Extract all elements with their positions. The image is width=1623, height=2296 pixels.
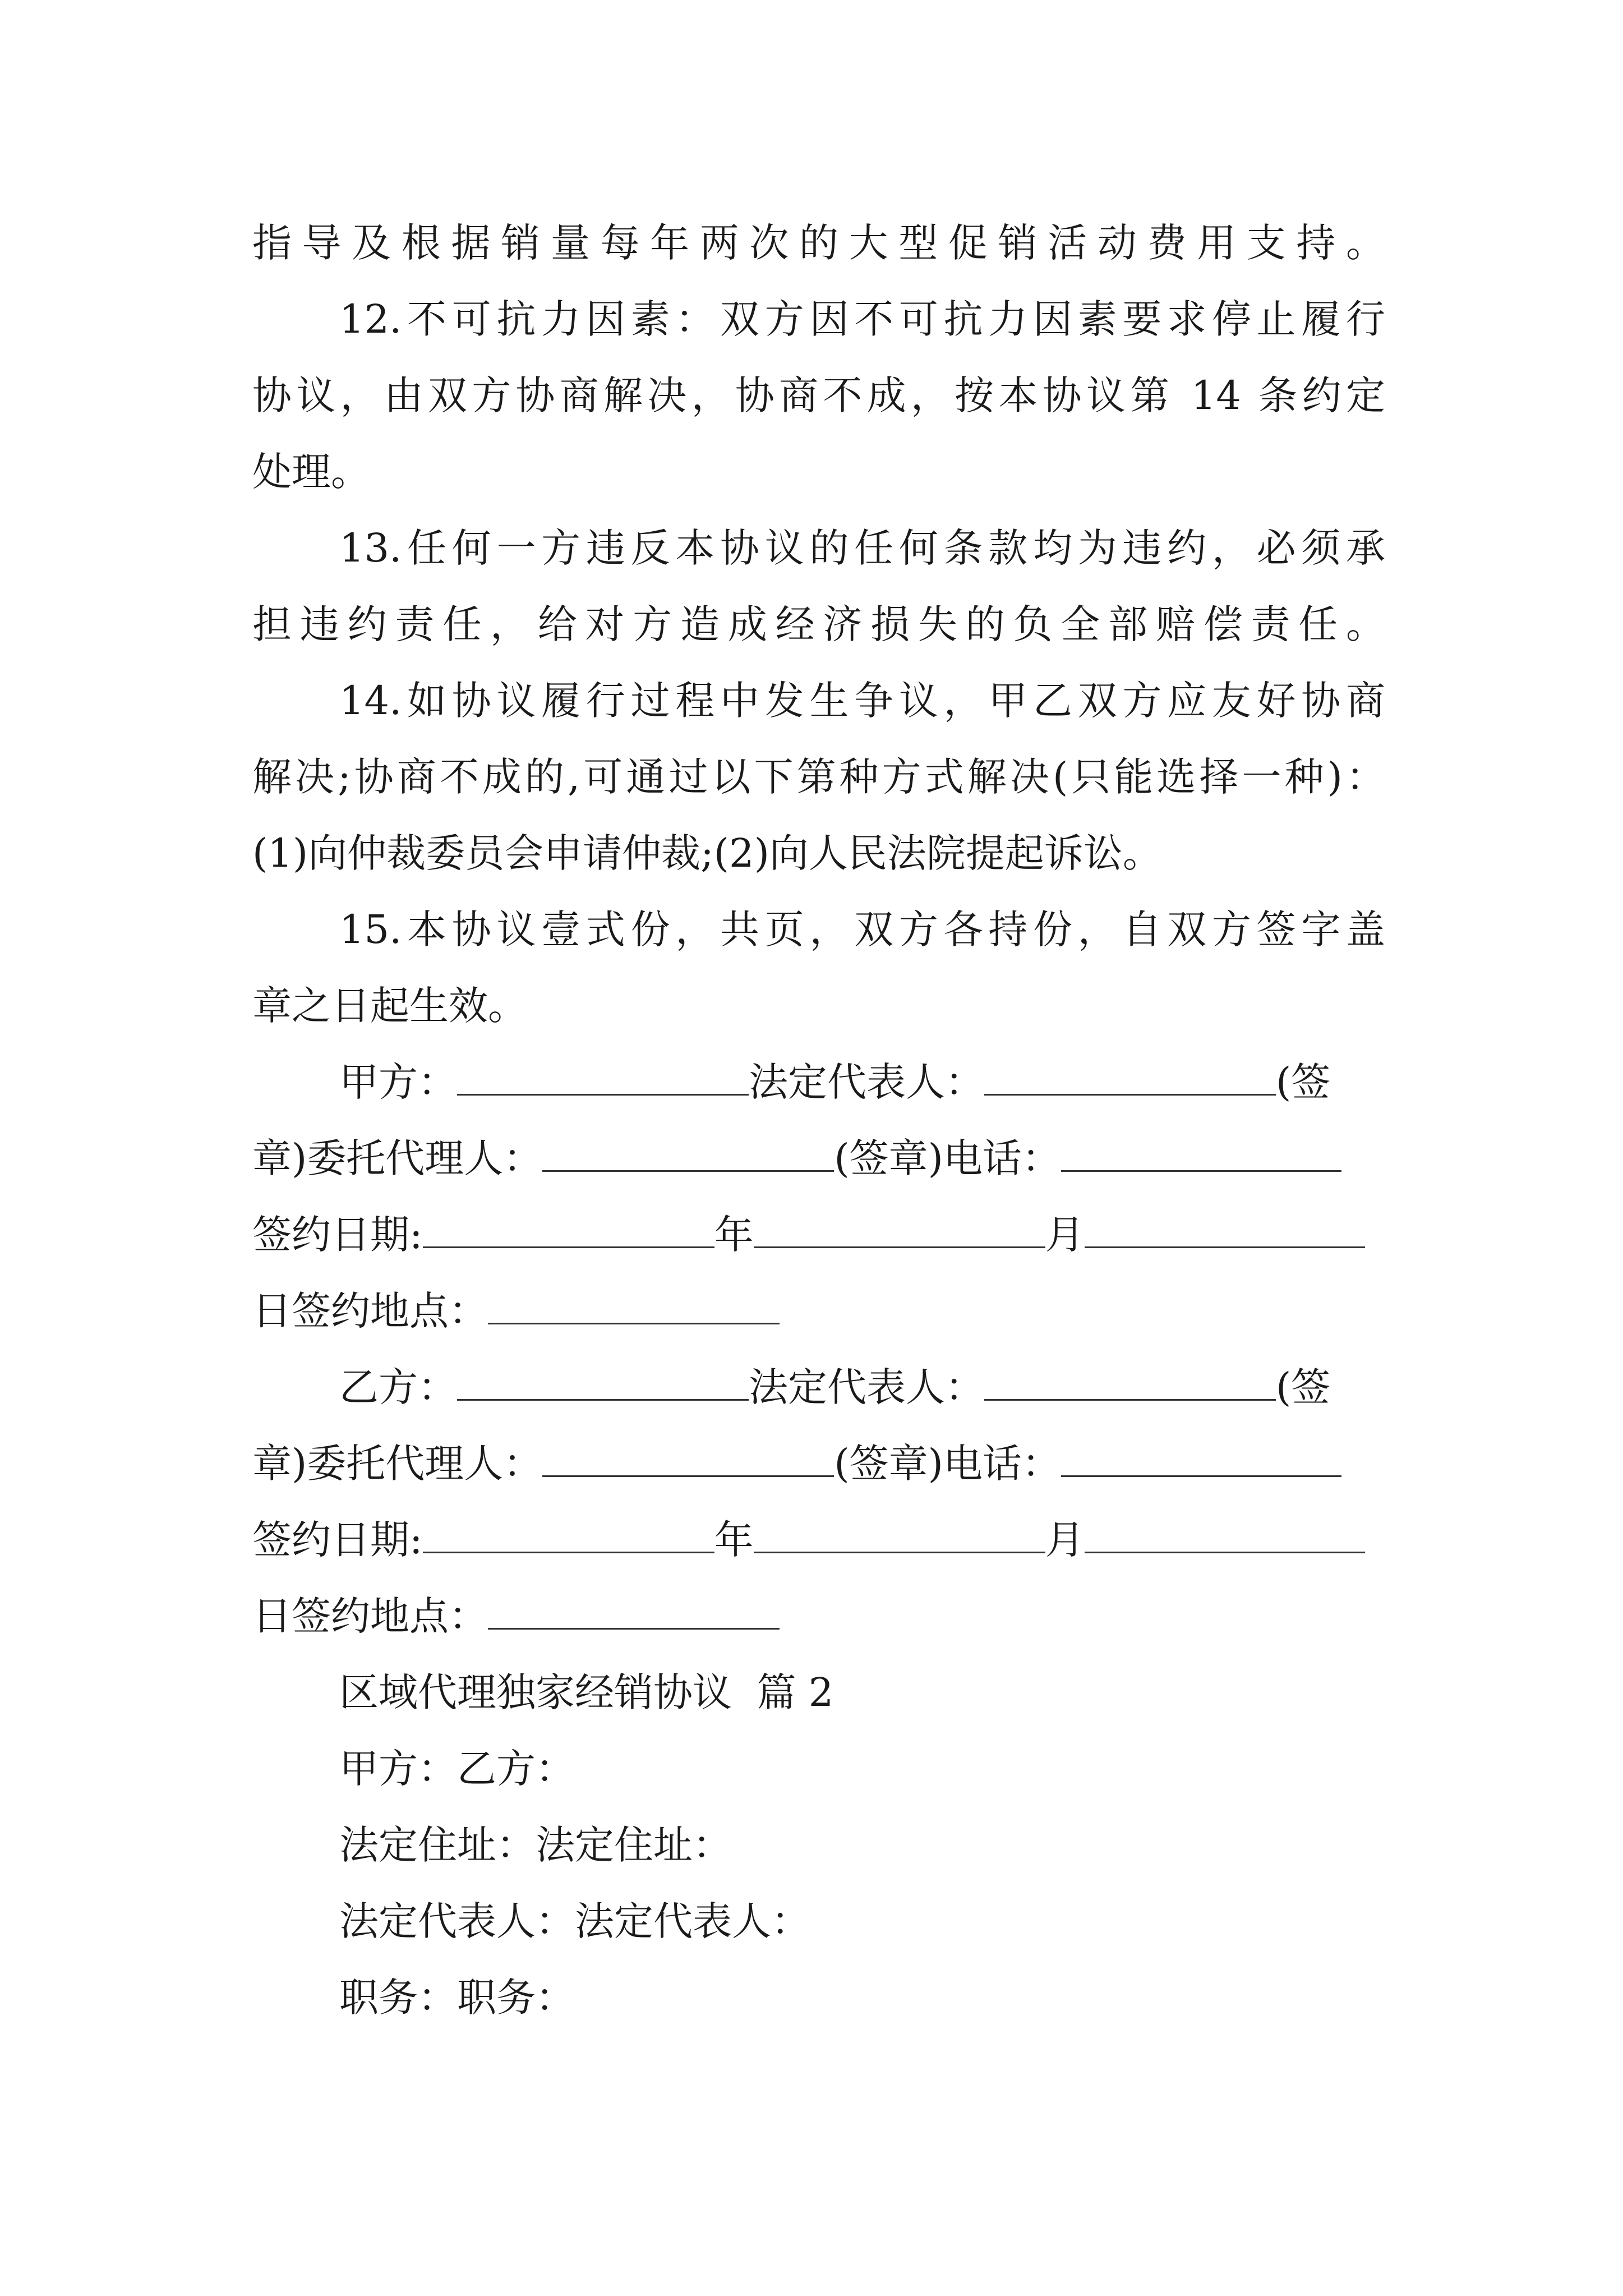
phone-label: 电话： xyxy=(943,1441,1061,1487)
party-b-line-2 xyxy=(252,1433,1385,1494)
text-line: 职务：职务： xyxy=(339,1975,575,2021)
text-line: 甲方：乙方： xyxy=(339,1746,575,1792)
sign-open: (签 xyxy=(1276,1364,1331,1410)
month-label: 月 xyxy=(1045,1212,1085,1258)
party-a-line-1 xyxy=(339,1051,1385,1113)
text-line: 解决;协商不成的,可通过以下第种方式解决(只能选择一种)： xyxy=(252,754,1385,800)
text-line: 协议，由双方协商解决，协商不成，按本协议第 14 条约定 xyxy=(252,372,1385,418)
party-a-line-3 xyxy=(252,1204,1385,1266)
party-a-field[interactable] xyxy=(457,1059,749,1096)
agent-label: 委托代理人： xyxy=(307,1441,543,1487)
text-line: 法定住址：法定住址： xyxy=(339,1822,732,1868)
legal-rep-field[interactable] xyxy=(984,1059,1276,1096)
phone-label: 电话： xyxy=(943,1135,1061,1181)
legal-rep-field[interactable] xyxy=(984,1364,1276,1401)
legal-rep-label: 法定代表人： xyxy=(749,1059,984,1105)
sign-close: 章) xyxy=(252,1441,307,1487)
sign-date-label: 签约日期: xyxy=(252,1517,423,1563)
party-b-field[interactable] xyxy=(457,1364,749,1401)
text-line: 指导及根据销量每年两次的大型促销活动费用支持。 xyxy=(252,220,1385,266)
year-label: 年 xyxy=(714,1517,754,1563)
day-label: 日 xyxy=(252,1593,292,1639)
party-b-line-1 xyxy=(339,1356,1385,1418)
year-field[interactable] xyxy=(423,1212,714,1248)
section-title: 区域代理独家经销协议 篇 2 xyxy=(339,1669,834,1715)
party-b-line-4 xyxy=(252,1585,1385,1647)
day-field[interactable] xyxy=(1085,1212,1365,1248)
text-line: 13.任何一方违反本协议的任何条款均为违约，必须承 xyxy=(339,525,1385,571)
month-field[interactable] xyxy=(754,1212,1045,1248)
text-line: 担违约责任，给对方造成经济损失的负全部赔偿责任。 xyxy=(252,601,1385,647)
sign-place-field[interactable] xyxy=(488,1593,780,1630)
text-line: 15.本协议壹式份，共页，双方各持份，自双方签字盖 xyxy=(339,907,1385,953)
text-line: 12.不可抗力因素：双方因不可抗力因素要求停止履行 xyxy=(339,296,1385,342)
text-line: (1)向仲裁委员会申请仲裁;(2)向人民法院提起诉讼。 xyxy=(252,830,1162,876)
party-b-line-3 xyxy=(252,1509,1385,1571)
sign-seal: (签章) xyxy=(834,1441,943,1487)
sign-seal: (签章) xyxy=(834,1135,943,1181)
sign-place-label: 签约地点： xyxy=(292,1593,488,1639)
phone-field[interactable] xyxy=(1061,1135,1341,1172)
sign-place-field[interactable] xyxy=(488,1288,780,1324)
text-line: 处理。 xyxy=(252,449,370,495)
text-line: 章之日起生效。 xyxy=(252,983,527,1029)
day-field[interactable] xyxy=(1085,1517,1365,1553)
sign-date-label: 签约日期: xyxy=(252,1212,423,1258)
party-a-line-4 xyxy=(252,1280,1385,1342)
month-field[interactable] xyxy=(754,1517,1045,1553)
phone-field[interactable] xyxy=(1061,1441,1341,1477)
agent-label: 委托代理人： xyxy=(307,1135,543,1181)
sign-open: (签 xyxy=(1276,1059,1331,1105)
text-line: 14.如协议履行过程中发生争议，甲乙双方应友好协商 xyxy=(339,678,1385,724)
party-a-label: 甲方： xyxy=(339,1059,457,1105)
legal-rep-label: 法定代表人： xyxy=(749,1364,984,1410)
month-label: 月 xyxy=(1045,1517,1085,1563)
sign-place-label: 签约地点： xyxy=(292,1288,488,1334)
day-label: 日 xyxy=(252,1288,292,1334)
year-label: 年 xyxy=(714,1212,754,1258)
agent-field[interactable] xyxy=(542,1135,834,1172)
party-a-line-2 xyxy=(252,1128,1385,1189)
sign-close: 章) xyxy=(252,1135,307,1181)
agent-field[interactable] xyxy=(542,1441,834,1477)
party-b-label: 乙方： xyxy=(339,1364,457,1410)
text-line: 法定代表人：法定代表人： xyxy=(339,1898,810,1944)
year-field[interactable] xyxy=(423,1517,714,1553)
